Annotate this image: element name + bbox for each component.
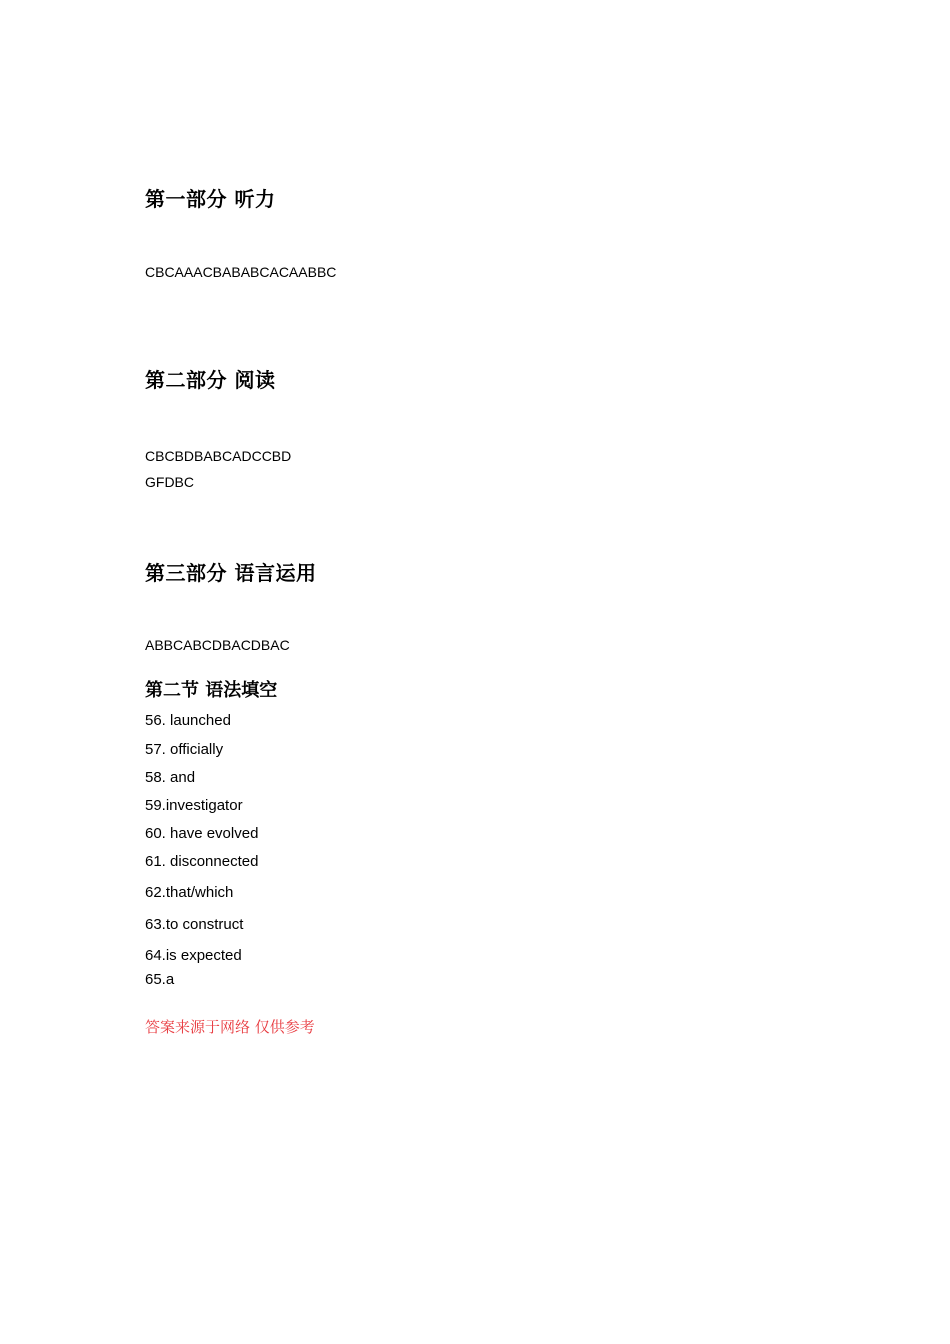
grammar-item-60: 60. have evolved: [145, 825, 259, 842]
grammar-fill-heading: 第二节 语法填空: [145, 680, 278, 701]
grammar-item-62: 62.that/which: [145, 884, 234, 901]
part3-answers: ABBCABCDBACDBAC: [145, 637, 290, 653]
part2-answers-line2: GFDBC: [145, 474, 194, 490]
grammar-item-59: 59.investigator: [145, 797, 243, 814]
grammar-item-61: 61. disconnected: [145, 853, 259, 870]
part1-answers: CBCAAACBABABCACAABBC: [145, 264, 337, 280]
grammar-item-63: 63.to construct: [145, 916, 244, 933]
part3-heading: 第三部分 语言运用: [145, 561, 317, 585]
grammar-item-56: 56. launched: [145, 712, 231, 729]
grammar-item-64: 64.is expected: [145, 947, 242, 964]
grammar-item-57: 57. officially: [145, 741, 224, 758]
grammar-item-65: 65.a: [145, 971, 175, 988]
part2-heading: 第二部分 阅读: [145, 368, 276, 392]
grammar-item-58: 58. and: [145, 769, 196, 786]
part2-answers-line1: CBCBDBABCADCCBD: [145, 448, 292, 464]
part1-heading: 第一部分 听力: [145, 187, 276, 211]
disclaimer-note: 答案来源于网络 仅供参考: [145, 1018, 315, 1036]
